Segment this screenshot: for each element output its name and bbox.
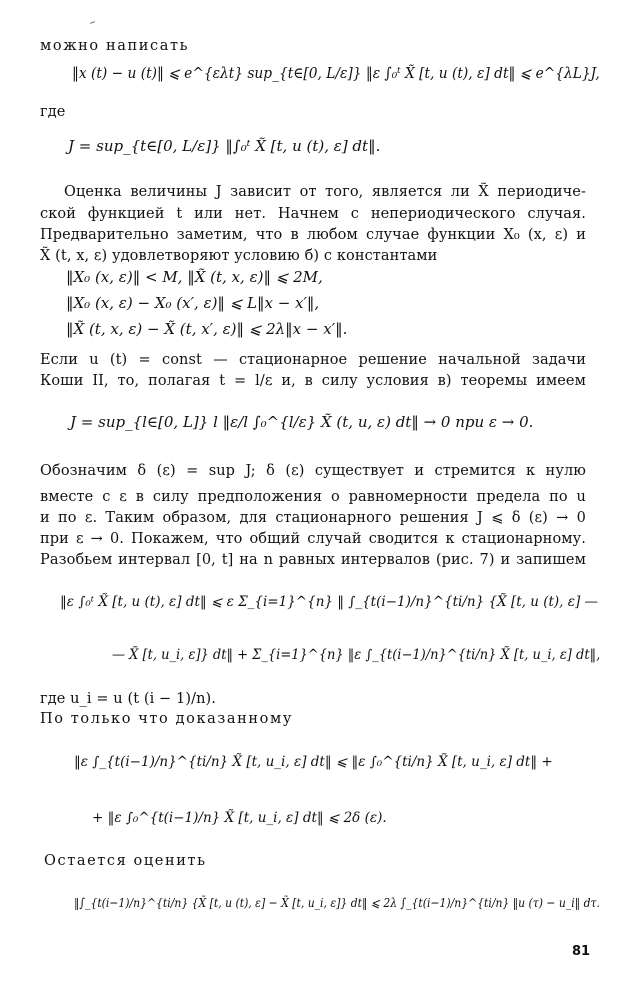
text-line: и по ε. Таким образом, для стационарного решения J ⩽ δ (ε) → 0: [40, 510, 586, 526]
formula-estimate-1: ‖ε ∫_{t(i−1)/n}^{ti/n} X̃ [t, u_i, ε] dt‖ ⩽ ‖ε ∫₀^{ti/n} X̃ [t, u_i, ε] dt‖ +: [74, 754, 553, 770]
text-line: где u_i = u (t (i − 1)/n).: [40, 691, 216, 707]
text-line: Предварительно заметим, что в любом случае функции X₀ (x, ε) и: [40, 227, 586, 243]
formula-split-2: — X̃ [t, u_i, ε]} dt‖ + Σ_{i=1}^{n} ‖ε ∫_{t(i−1)/n}^{ti/n} X̃ [t, u_i, ε] dt‖,: [112, 647, 601, 663]
text-line: Остается оценить: [44, 853, 207, 869]
formula-J-definition: J = sup_{t∈[0, L/ε]} ‖∫₀ᵗ X̃ [t, u (t), ε] dt‖.: [68, 137, 381, 155]
text-line: По только что доказанному: [40, 711, 293, 727]
text-line: X̃ (t, x, ε) удовлетворяют условию б) с константами: [40, 248, 438, 264]
text-line: Разобьем интервал [0, t] на n равных интервалов (рис. 7) и запишем: [40, 552, 586, 568]
formula-stationary-J: J = sup_{l∈[0, L]} l ‖ε/l ∫₀^{l/ε} X̃ (t, u, ε) dt‖ → 0 при ε → 0.: [70, 413, 534, 431]
text-line: Коши II, то, полагая t = l/ε и, в силу условия в) теоремы имеем: [40, 373, 586, 389]
formula-bound-1: ‖X₀ (x, ε)‖ < M, ‖X̃ (t, x, ε)‖ ⩽ 2M,: [66, 268, 323, 286]
formula-bound-2: ‖X₀ (x, ε) − X₀ (x′, ε)‖ ⩽ L‖x − x′‖,: [66, 294, 320, 312]
text-line: Обозначим δ (ε) = sup J; δ (ε) существует и стремится к нулю: [40, 463, 586, 479]
text-line: Оценка величины J зависит от того, является ли X̃ периодиче-: [64, 184, 586, 200]
text-line: где: [40, 104, 66, 120]
formula-x-minus-u: ‖x (t) − u (t)‖ ⩽ e^{ελt} sup_{t∈[0, L/ε]} ‖ε ∫₀ᵗ X̃ [t, u (t), ε] dt‖ ⩽ e^{λL}J,: [72, 64, 600, 82]
text-line: можно написать: [40, 38, 190, 54]
formula-estimate-2: + ‖ε ∫₀^{t(i−1)/n} X̃ [t, u_i, ε] dt‖ ⩽ 2δ (ε).: [92, 810, 387, 826]
formula-remaining: ‖∫_{t(i−1)/n}^{ti/n} {X̃ [t, u (t), ε] − X̃ [t, u_i, ε]} dt‖ ⩽ 2λ ∫_{t(i−1)/n}^{ti/n} ‖u (τ) − u_i‖ dτ.: [74, 895, 600, 910]
formula-bound-3: ‖X̃ (t, x, ε) − X̃ (t, x′, ε)‖ ⩽ 2λ‖x − x′‖.: [66, 320, 348, 338]
page-number: 81: [572, 944, 591, 959]
text-line: вместе с ε в силу предположения о равномерности предела по u: [40, 489, 586, 505]
text-line: Если u (t) = const — стационарное решение начальной задачи: [40, 352, 586, 368]
text-line: при ε → 0. Покажем, что общий случай сводится к стационарному.: [40, 531, 586, 547]
text-line: ской функцией t или нет. Начнем с непериодического случая.: [40, 206, 586, 222]
formula-split-1: ‖ε ∫₀ᵗ X̃ [t, u (t), ε] dt‖ ⩽ ε Σ_{i=1}^{n} ‖ ∫_{t(i−1)/n}^{ti/n} {X̃ [t, u (t), ε] —: [60, 594, 599, 610]
stray-mark: [90, 21, 95, 24]
